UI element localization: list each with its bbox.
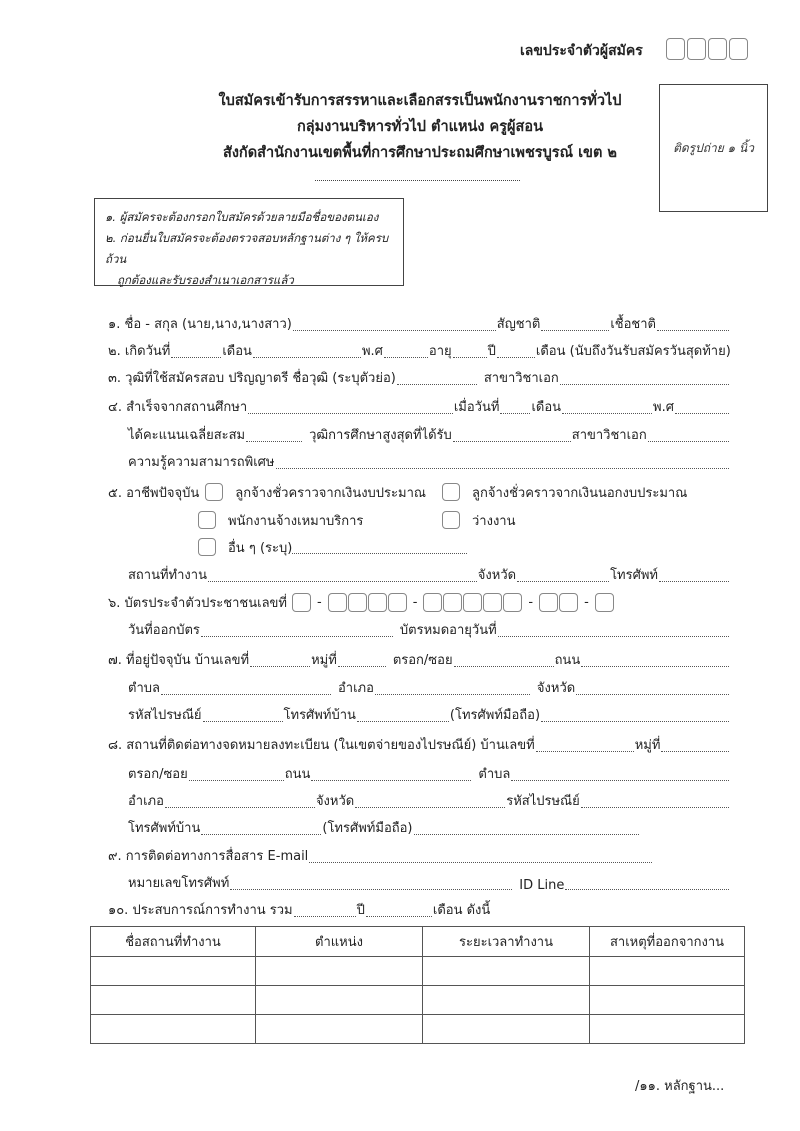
applicant-number-box[interactable] — [729, 38, 748, 60]
experience-months-field[interactable] — [366, 916, 432, 917]
mail-house-label: ๘. สถานที่ติดต่อทางจดหมายลงทะเบียน (ในเขตจ่ายของไปรษณีย์) บ้านเลขที่ — [108, 738, 535, 753]
experience-month-label: เดือน ดังนี้ — [432, 903, 491, 918]
photo-box — [659, 84, 768, 212]
title-line-3: สังกัดสำนักงานเขตพื้นที่การศึกษาประถมศึกษาเพชรบูรณ์ เขต ๒ — [223, 145, 617, 161]
id-card-label: ๖. บัตรประจำตัวประชาชนเลขที่ — [108, 596, 287, 611]
table-cell[interactable] — [91, 1015, 256, 1044]
mail-house-field[interactable] — [536, 751, 634, 752]
highest-major-field[interactable] — [648, 441, 729, 442]
occupation-checkbox-2[interactable] — [442, 483, 460, 501]
applicant-number-label: เลขประจำตัวผู้สมัคร — [520, 43, 643, 59]
title-line-2: กลุ่มงานบริหารทั่วไป ตำแหน่ง ครูผู้สอน — [296, 119, 544, 135]
table-cell[interactable] — [590, 1015, 745, 1044]
highest-degree-label: วุฒิการศึกษาสูงสุดที่ได้รับ — [309, 428, 452, 443]
section-9-row-2 — [128, 873, 730, 895]
section-2-row — [108, 341, 730, 363]
grad-month-field[interactable] — [562, 413, 652, 414]
special-skills-label: ความรู้ความสามารถพิเศษ — [128, 455, 275, 470]
age-year-label: ปี — [487, 344, 496, 359]
occupation-option-3-row — [198, 510, 363, 531]
major-label: สาขาวิชาเอก — [483, 371, 559, 386]
experience-table — [90, 926, 745, 1044]
birth-day-field[interactable] — [171, 357, 221, 358]
table-cell[interactable] — [91, 957, 256, 986]
contact-phone-label: หมายเลขโทรศัพท์ — [128, 876, 230, 891]
mail-home-phone-field[interactable] — [201, 834, 321, 835]
occupation-option-2-row — [442, 482, 687, 503]
line-id-label: ID Line — [519, 878, 565, 893]
issue-date-label: วันที่ออกบัตร — [128, 623, 200, 638]
address-moo-label: หมู่ที่ — [311, 653, 337, 668]
grad-year-label: พ.ศ — [653, 400, 674, 415]
address-soi-label: ตรอก/ซอย — [392, 653, 453, 668]
nationality-label: สัญชาติ — [496, 317, 541, 332]
address-province-field[interactable] — [576, 694, 729, 695]
section-7-row — [108, 650, 730, 672]
occupation-option-3: พนักงานจ้างเหมาบริการ — [228, 514, 364, 529]
occupation-checkbox-5[interactable] — [198, 538, 216, 556]
id-group-3 — [423, 593, 522, 612]
address-soi-field[interactable] — [454, 666, 554, 667]
address-house-field[interactable] — [250, 666, 310, 667]
applicant-number-box[interactable] — [708, 38, 727, 60]
form-title — [180, 88, 660, 166]
section-7-row-3 — [128, 705, 730, 727]
contact-phone-field[interactable] — [230, 889, 512, 890]
occupation-option-1: ลูกจ้างชั่วคราวจากเงินงบประมาณ — [235, 486, 426, 501]
section-8-row-4 — [128, 818, 640, 840]
workplace-phone-field[interactable] — [659, 581, 729, 582]
table-cell[interactable] — [256, 957, 423, 986]
instruction-2-cont: ถูกต้องและรับรองสำเนาเอกสารแล้ว — [117, 273, 294, 287]
mail-postcode-label: รหัสไปรษณีย์ — [506, 794, 580, 809]
photo-box-label: ติดรูปถ่าย ๑ นิ้ว — [673, 140, 754, 155]
id-digit-box[interactable] — [443, 593, 462, 612]
highest-major-label: สาขาวิชาเอก — [571, 428, 647, 443]
occupation-row-1 — [108, 482, 426, 503]
id-digit-box[interactable] — [328, 593, 347, 612]
section-5-row-4 — [128, 565, 730, 587]
age-month-note: เดือน (นับถึงวันรับสมัครวันสุดท้าย) — [535, 344, 731, 359]
occupation-option-5: อื่น ๆ (ระบุ) — [228, 541, 293, 556]
col-workplace: ชื่อสถานที่ทำงาน — [91, 927, 256, 957]
degree-field[interactable] — [397, 384, 477, 385]
address-road-field[interactable] — [581, 666, 729, 667]
section-4-row-3 — [128, 452, 730, 474]
mail-road-field[interactable] — [311, 780, 471, 781]
title-line-1: ใบสมัครเข้ารับการสรรหาและเลือกสรรเป็นพนักงานราชการทั่วไป — [218, 93, 622, 109]
table-cell[interactable] — [423, 1015, 590, 1044]
instruction-2: ๒. ก่อนยื่นใบสมัครจะต้องตรวจสอบหลักฐานต่าง ๆ ให้ครบถ้วน — [105, 231, 389, 266]
email-label: ๙. การติดต่อทางการสื่อสาร E-mail — [108, 849, 309, 864]
birth-month-label: เดือน — [222, 344, 252, 359]
instruction-1: ๑. ผู้สมัครจะต้องกรอกใบสมัครด้วยลายมือชื่อของตนเอง — [105, 210, 379, 224]
experience-label: ๑๐. ประสบการณ์การทำงาน รวม — [108, 903, 293, 918]
address-road-label: ถนน — [554, 653, 581, 668]
table-cell[interactable] — [590, 957, 745, 986]
table-cell[interactable] — [256, 986, 423, 1015]
grad-day-label: เมื่อวันที่ — [453, 400, 500, 415]
experience-year-label: ปี — [356, 903, 365, 918]
occupation-other-field[interactable] — [292, 541, 467, 554]
occupation-checkbox-3[interactable] — [198, 511, 216, 529]
mail-province-label: จังหวัด — [315, 794, 355, 809]
applicant-number-box[interactable] — [666, 38, 685, 60]
id-group-2 — [328, 593, 407, 612]
address-mobile-field[interactable] — [541, 721, 729, 722]
applicant-number-boxes — [666, 38, 748, 60]
address-postcode-field[interactable] — [203, 721, 283, 722]
id-digit-box[interactable] — [423, 593, 442, 612]
workplace-province-field[interactable] — [517, 581, 609, 582]
col-duration: ระยะเวลาทำงาน — [423, 927, 590, 957]
issue-date-field[interactable] — [201, 636, 393, 637]
table-cell[interactable] — [91, 986, 256, 1015]
mail-tambon-field[interactable] — [511, 780, 729, 781]
continued-note: /๑๑. หลักฐาน... — [635, 1079, 725, 1094]
section-4-row — [108, 397, 730, 419]
address-tambon-field[interactable] — [161, 694, 331, 695]
grad-day-field[interactable] — [500, 413, 530, 414]
col-position: ตำแหน่ง — [256, 927, 423, 957]
address-province-label: จังหวัด — [536, 681, 576, 696]
table-cell[interactable] — [423, 986, 590, 1015]
id-card-row: ๖. บัตรประจำตัวประชาชนเลขที่ - - - - — [108, 592, 614, 613]
birth-year-label: พ.ศ — [361, 344, 383, 359]
table-cell[interactable] — [256, 1015, 423, 1044]
line-id-field[interactable] — [565, 889, 729, 890]
id-digit-box[interactable] — [539, 593, 558, 612]
mail-soi-field[interactable] — [189, 780, 284, 781]
gpa-field[interactable] — [246, 441, 302, 442]
section-3-row — [108, 368, 730, 390]
mail-mobile-field[interactable] — [414, 834, 640, 835]
workplace-phone-label: โทรศัพท์ — [610, 568, 658, 583]
mail-amphoe-label: อำเภอ — [128, 794, 164, 809]
race-field[interactable] — [657, 330, 729, 331]
email-field[interactable] — [309, 862, 652, 863]
workplace-label: สถานที่ทำงาน — [128, 568, 207, 583]
id-digit-box[interactable] — [463, 593, 482, 612]
id-group-1 — [292, 593, 311, 612]
occupation-checkbox-4[interactable] — [442, 511, 460, 529]
table-cell[interactable] — [423, 957, 590, 986]
address-home-phone-field[interactable] — [357, 721, 449, 722]
table-header-row — [91, 927, 745, 957]
degree-label: ๓. วุฒิที่ใช้สมัครสอบ ปริญญาตรี ชื่อวุฒิ (ระบุตัวย่อ) — [108, 371, 396, 386]
occupation-option-5-row — [198, 537, 467, 558]
id-digit-box[interactable] — [559, 593, 578, 612]
id-digit-box[interactable] — [292, 593, 311, 612]
mail-amphoe-field[interactable] — [165, 807, 315, 808]
birth-month-field[interactable] — [253, 357, 361, 358]
id-group-4 — [539, 593, 578, 612]
section-6-row-2 — [128, 620, 730, 642]
section-7-row-2 — [128, 678, 730, 700]
section-10-row — [108, 900, 528, 922]
address-postcode-label: รหัสไปรษณีย์ — [128, 708, 202, 723]
mail-tambon-label: ตำบล — [478, 767, 511, 782]
table-row — [91, 1015, 745, 1044]
id-digit-box[interactable] — [595, 593, 614, 612]
nationality-field[interactable] — [541, 330, 609, 331]
section-4-row-2 — [128, 425, 730, 447]
section-8-row-3 — [128, 791, 730, 813]
id-digit-box[interactable] — [348, 593, 367, 612]
address-house-label: ๗. ที่อยู่ปัจจุบัน บ้านเลขที่ — [108, 653, 250, 668]
age-label: อายุ — [428, 344, 452, 359]
mail-moo-field[interactable] — [661, 751, 729, 752]
mail-mobile-label: (โทรศัพท์มือถือ) — [322, 821, 413, 836]
id-digit-box[interactable] — [388, 593, 407, 612]
name-field[interactable] — [293, 330, 496, 331]
race-label: เชื้อชาติ — [610, 317, 656, 332]
mail-road-label: ถนน — [284, 767, 311, 782]
applicant-number-box[interactable] — [687, 38, 706, 60]
mail-moo-label: หมู่ที่ — [634, 738, 661, 753]
workplace-province-label: จังหวัด — [477, 568, 517, 583]
expiry-date-label: บัตรหมดอายุวันที่ — [399, 623, 497, 638]
address-amphoe-field[interactable] — [375, 694, 530, 695]
id-digit-box[interactable] — [503, 593, 522, 612]
address-mobile-label: (โทรศัพท์มือถือ) — [449, 708, 541, 723]
mail-postcode-field[interactable] — [581, 807, 729, 808]
expiry-date-field[interactable] — [498, 636, 729, 637]
occupation-option-4: ว่างงาน — [472, 514, 516, 529]
birth-day-label: ๒. เกิดวันที่ — [108, 344, 171, 359]
table-row — [91, 957, 745, 986]
institution-field[interactable] — [248, 413, 453, 414]
table-cell[interactable] — [590, 986, 745, 1015]
grad-year-field[interactable] — [675, 413, 729, 414]
table-row — [91, 986, 745, 1015]
id-digit-box[interactable] — [368, 593, 387, 612]
special-skills-field[interactable] — [276, 468, 729, 469]
gpa-label: ได้คะแนนเฉลี่ยสะสม — [128, 428, 246, 443]
age-years-field[interactable] — [453, 357, 487, 358]
address-amphoe-label: อำเภอ — [337, 681, 374, 696]
major-field[interactable] — [560, 384, 729, 385]
workplace-field[interactable] — [208, 581, 477, 582]
highest-degree-field[interactable] — [453, 441, 571, 442]
mail-home-phone-label: โทรศัพท์บ้าน — [128, 821, 201, 836]
id-group-5 — [595, 593, 614, 612]
col-reason: สาเหตุที่ออกจากงาน — [590, 927, 745, 957]
section-9-row — [108, 846, 653, 868]
id-digit-box[interactable] — [483, 593, 502, 612]
grad-month-label: เดือน — [531, 400, 562, 415]
occupation-option-4-row — [442, 510, 515, 531]
mail-province-field[interactable] — [355, 807, 505, 808]
occupation-option-2: ลูกจ้างชั่วคราวจากเงินนอกงบประมาณ — [472, 486, 688, 501]
address-home-phone-label: โทรศัพท์บ้าน — [283, 708, 356, 723]
age-months-field[interactable] — [497, 357, 535, 358]
instructions-box — [94, 198, 404, 286]
address-moo-field[interactable] — [338, 666, 386, 667]
title-blank-line[interactable] — [315, 170, 520, 181]
section-8-row-2 — [128, 764, 730, 786]
experience-years-field[interactable] — [294, 916, 356, 917]
address-tambon-label: ตำบล — [128, 681, 160, 696]
name-label: ๑. ชื่อ - สกุล (นาย,นาง,นางสาว) — [108, 317, 292, 332]
institution-label: ๔. สำเร็จจากสถานศึกษา — [108, 400, 248, 415]
occupation-label: ๕. อาชีพปัจจุบัน — [108, 486, 200, 501]
birth-year-field[interactable] — [384, 357, 428, 358]
mail-soi-label: ตรอก/ซอย — [128, 767, 188, 782]
occupation-checkbox-1[interactable] — [205, 483, 223, 501]
section-8-row — [108, 735, 730, 757]
section-1-row — [108, 314, 730, 336]
